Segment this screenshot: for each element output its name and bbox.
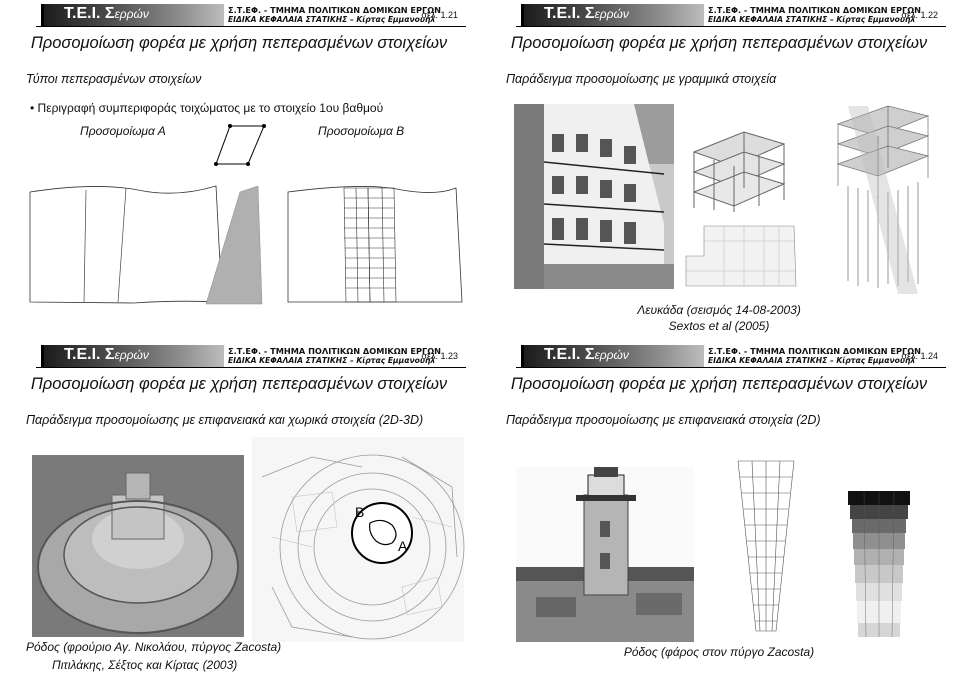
tei-logo: [521, 4, 704, 26]
slide-1-23: [6, 345, 472, 677]
tei-logo: [41, 345, 224, 367]
slide-header: [6, 4, 472, 26]
deformed-wall-diagrams: [26, 184, 466, 309]
caption-reference: Sextos et al (2005): [668, 319, 770, 333]
caption-location: Ρόδος (φάρος στον πύργο Zacosta): [623, 645, 815, 659]
course-label: ΕΙΔΙΚΑ ΚΕΦΑΛΑΙΑ ΣΤΑΤΙΚΗΣ – Κίρτας Εμμανουήλ: [708, 356, 916, 365]
slide-title: Προσομοίωση φορέα με χρήση πεπερασμένων στοιχείων: [30, 34, 448, 52]
floor-plan-model: [684, 226, 802, 288]
logo-main: Τ.Ε.Ι. Σ: [64, 5, 115, 22]
frame-with-piles: [818, 106, 938, 294]
slide-title: Προσομοίωση φορέα με χρήση πεπερασμένων στοιχείων: [510, 375, 928, 393]
page-number: σελ. 1.22: [901, 10, 938, 20]
slide-subtitle: Τύποι πεπερασμένων στοιχείων: [26, 72, 202, 86]
bullet-label: Περιγραφή συμπεριφοράς τοιχώματος με το στοιχείο 1ου βαθμού: [37, 101, 384, 115]
label-b: B: [355, 504, 365, 520]
slide-title: Προσομοίωση φορέα με χρήση πεπερασμένων στοιχείων: [30, 375, 448, 393]
slide-header: [6, 345, 472, 367]
slide-subtitle: Παράδειγμα προσομοίωσης με επιφανειακά στοιχεία (2D): [506, 413, 821, 427]
header-divider: [516, 367, 946, 368]
tei-logo: [41, 4, 224, 26]
header-divider: [516, 26, 946, 27]
logo-main: Τ.Ε.Ι. Σ: [64, 346, 115, 363]
slide-1-24: [486, 345, 952, 677]
slide-1-21: [6, 4, 472, 336]
slide-header: [486, 345, 952, 367]
department-label: Σ.Τ.ΕΦ. - ΤΜΗΜΑ ΠΟΛΙΤΙΚΩΝ ΔΟΜΙΚΩΝ ΕΡΓΩΝ: [708, 5, 922, 15]
course-label: ΕΙΔΙΚΑ ΚΕΦΑΛΑΙΑ ΣΤΑΤΙΚΗΣ – Κίρτας Εμμανουήλ: [708, 15, 916, 24]
course-label: ΕΙΔΙΚΑ ΚΕΦΑΛΑΙΑ ΣΤΑΤΙΚΗΣ – Κίρτας Εμμανουήλ: [228, 356, 436, 365]
lighthouse-photo: [516, 467, 694, 642]
bullet-text: • Περιγραφή συμπεριφοράς τοιχώματος με το στοιχείο 1ου βαθμού: [30, 101, 384, 115]
header-divider: [36, 26, 466, 27]
slide-1-22: [486, 4, 952, 336]
slide-subtitle: Παράδειγμα προσομοίωσης με επιφανειακά και χωρικά στοιχεία (2D-3D): [26, 413, 424, 427]
logo-sub: ερρών: [594, 7, 629, 21]
fortress-aerial-photo: [32, 455, 244, 637]
page-number: σελ. 1.23: [421, 351, 458, 361]
header-divider: [36, 367, 466, 368]
element-sketch: [206, 122, 276, 170]
slide-title: Προσομοίωση φορέα με χρήση πεπερασμένων στοιχείων: [510, 34, 928, 52]
slide-header: [486, 4, 952, 26]
logo-main: Τ.Ε.Ι. Σ: [544, 5, 595, 22]
logo-main: Τ.Ε.Ι. Σ: [544, 346, 595, 363]
course-label: ΕΙΔΙΚΑ ΚΕΦΑΛΑΙΑ ΣΤΑΤΙΚΗΣ – Κίρτας Εμμανουήλ: [228, 15, 436, 24]
caption-location: Ρόδος (φρούριο Αγ. Νικολάου, πύργος Zacosta): [26, 640, 282, 654]
frame-model-3d: [684, 122, 794, 212]
caption-location: Λευκάδα (σεισμός 14-08-2003): [637, 303, 801, 317]
caption-reference: Πιτιλάκης, Σέξτος και Κίρτας (2003): [52, 658, 238, 672]
department-label: Σ.Τ.ΕΦ. - ΤΜΗΜΑ ΠΟΛΙΤΙΚΩΝ ΔΟΜΙΚΩΝ ΕΡΓΩΝ: [228, 346, 442, 356]
page-number: σελ. 1.24: [901, 351, 938, 361]
fortress-plan-drawing: [252, 437, 464, 642]
logo-sub: ερρών: [114, 7, 149, 21]
model-b-label: Προσομοίωμα Β: [318, 124, 405, 138]
slide-subtitle: Παράδειγμα προσομοίωσης με γραμμικά στοιχεία: [506, 72, 777, 86]
model-a-label: Προσομοίωμα Α: [80, 124, 166, 138]
tower-stress-contour: [844, 489, 914, 639]
logo-sub: ερρών: [114, 348, 149, 362]
label-a: A: [398, 538, 408, 554]
department-label: Σ.Τ.ΕΦ. - ΤΜΗΜΑ ΠΟΛΙΤΙΚΩΝ ΔΟΜΙΚΩΝ ΕΡΓΩΝ: [708, 346, 922, 356]
tei-logo: [521, 345, 704, 367]
logo-sub: ερρών: [594, 348, 629, 362]
tower-wireframe-mesh: [736, 459, 796, 634]
building-photo: [514, 104, 674, 289]
department-label: Σ.Τ.ΕΦ. - ΤΜΗΜΑ ΠΟΛΙΤΙΚΩΝ ΔΟΜΙΚΩΝ ΕΡΓΩΝ: [228, 5, 442, 15]
page-number: σελ. 1.21: [421, 10, 458, 20]
